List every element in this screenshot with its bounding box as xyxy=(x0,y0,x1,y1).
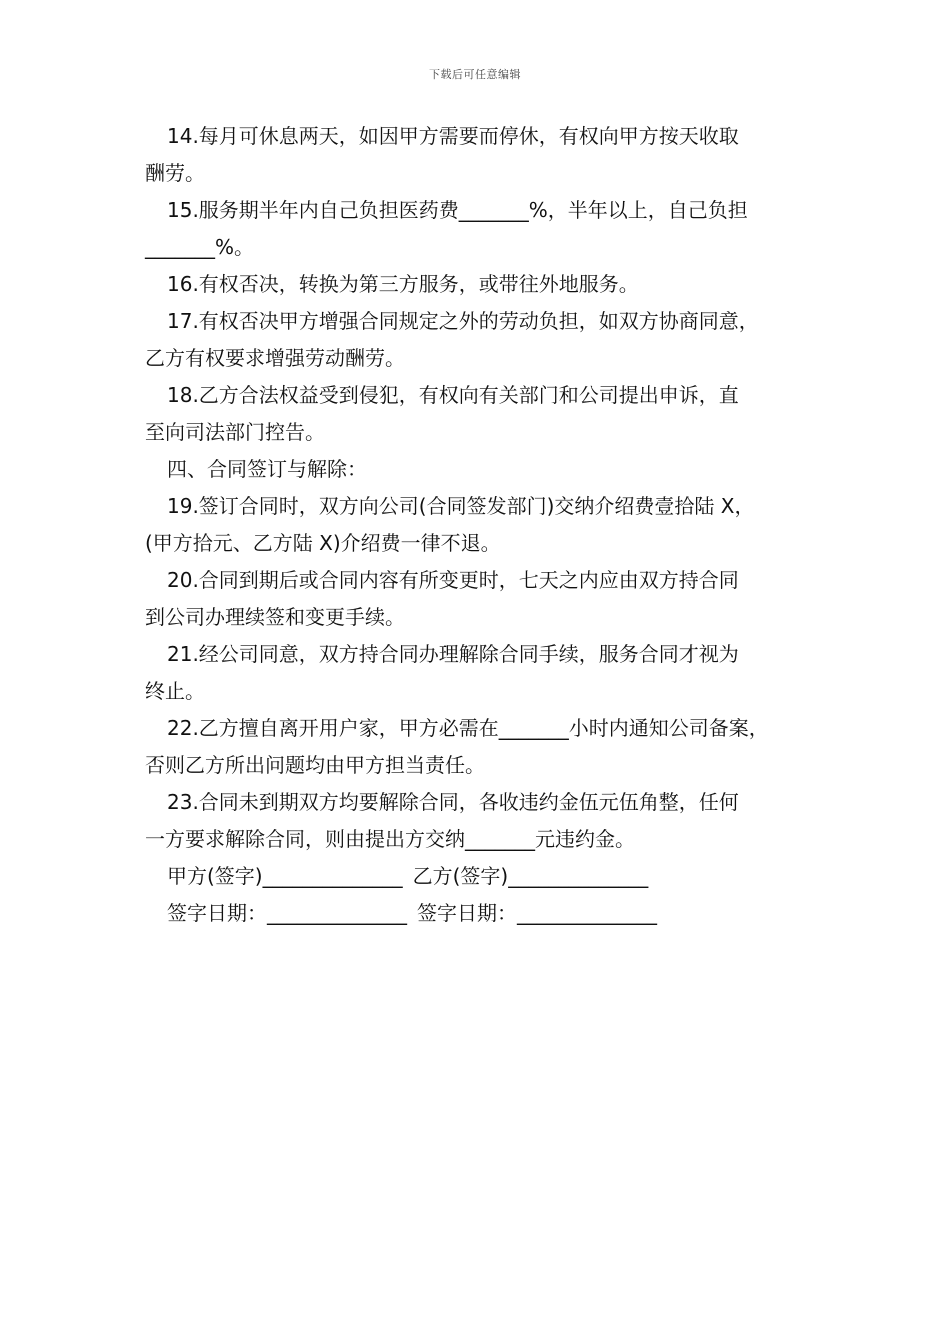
clause-15-line-1: 15.服务期半年内自己负担医药费_______%，半年以上，自己负担 xyxy=(167,198,748,222)
party-a-signature: 甲方(签字)______________ xyxy=(167,864,403,888)
clause-18-line-2: 至向司法部门控告。 xyxy=(145,420,325,444)
section-heading-4: 四、合同签订与解除： xyxy=(167,457,367,481)
party-b-signature: 乙方(签字)______________ xyxy=(412,864,649,888)
clause-17-line-1: 17.有权否决甲方增强合同规定之外的劳动负担，如双方协商同意， xyxy=(167,309,759,333)
clause-15-line-2: _______%。 xyxy=(145,235,255,259)
clause-17-line-2: 乙方有权要求增强劳动酬劳。 xyxy=(145,346,405,370)
clause-23-line-1: 23.合同未到期双方均要解除合同，各收违约金伍元伍角整，任何 xyxy=(167,790,739,814)
clause-22-line-2: 否则乙方所出问题均由甲方担当责任。 xyxy=(145,753,485,777)
clause-19-line-1: 19.签订合同时，双方向公司(合同签发部门)交纳介绍费壹拾陆 X， xyxy=(167,494,755,518)
party-a-sign-date: 签字日期：______________ xyxy=(167,901,407,925)
clause-14-line-1: 14.每月可休息两天，如因甲方需要而停休，有权向甲方按天收取 xyxy=(167,124,739,148)
header-note: 下载后可任意编辑 xyxy=(429,68,521,81)
document-body xyxy=(145,118,815,932)
party-b-sign-date: 签字日期：______________ xyxy=(417,901,657,925)
clause-21-line-2: 终止。 xyxy=(145,679,205,703)
clause-21-line-1: 21.经公司同意，双方持合同办理解除合同手续，服务合同才视为 xyxy=(167,642,739,666)
signature-row xyxy=(145,858,815,895)
clause-23-line-2: 一方要求解除合同，则由提出方交纳_______元违约金。 xyxy=(145,827,635,851)
clause-18-line-1: 18.乙方合法权益受到侵犯，有权向有关部门和公司提出申诉，直 xyxy=(167,383,739,407)
signature-date-row xyxy=(145,895,815,932)
clause-20-line-2: 到公司办理续签和变更手续。 xyxy=(145,605,405,629)
clause-14-line-2: 酬劳。 xyxy=(145,161,205,185)
clause-19-line-2: (甲方拾元、乙方陆 X)介绍费一律不退。 xyxy=(145,531,501,555)
clause-16-line-1: 16.有权否决，转换为第三方服务，或带往外地服务。 xyxy=(167,272,639,296)
clause-20-line-1: 20.合同到期后或合同内容有所变更时，七天之内应由双方持合同 xyxy=(167,568,739,592)
clause-22-line-1: 22.乙方擅自离开用户家，甲方必需在_______小时内通知公司备案， xyxy=(167,716,769,740)
